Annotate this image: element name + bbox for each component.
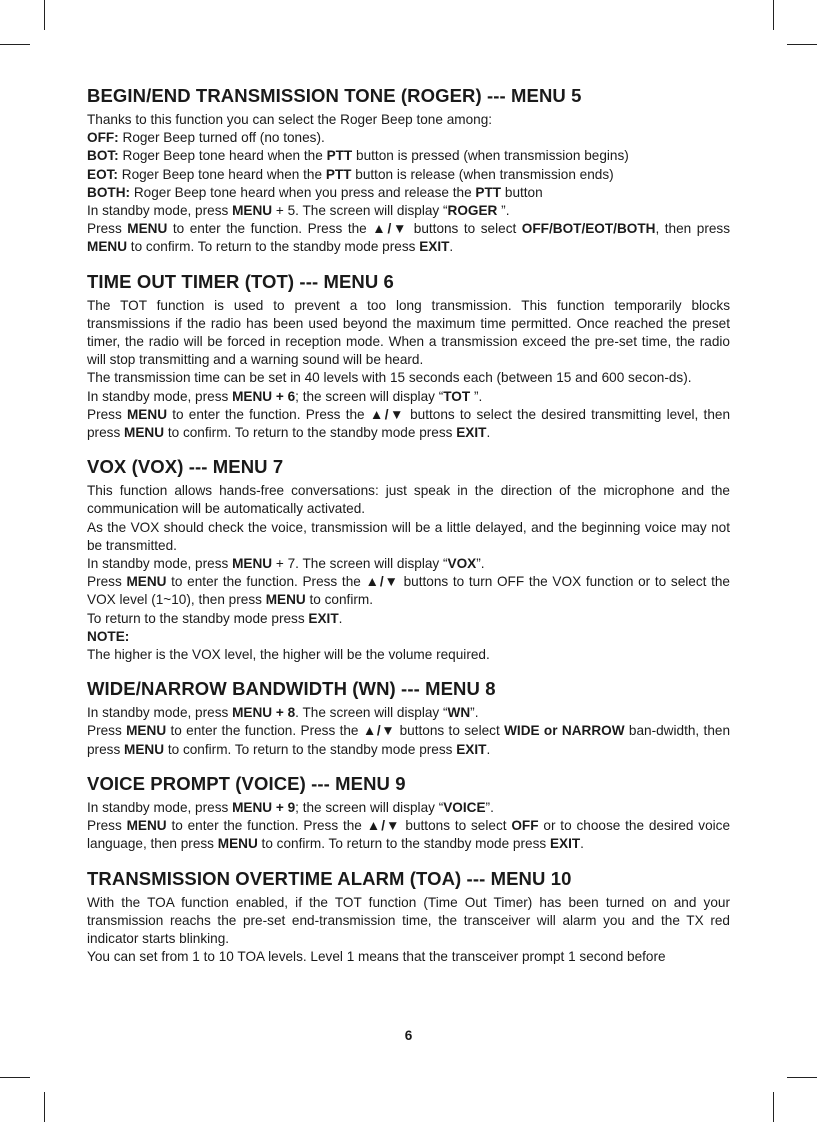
text-run: ”. xyxy=(470,388,483,404)
section-heading: TIME OUT TIMER (TOT) --- MENU 6 xyxy=(87,270,394,292)
text-run: The TOT function is used to prevent a too long transmission. This function temporarily blocks transmissions if the radio has been used beyond the maximum time permitted. Once reached the preset timer, the radio will be forced in reception mode. When a transmission exceed the pre-set time, the radio will stop transmitting and a warning sound will be heard. xyxy=(87,297,730,368)
paragraph xyxy=(87,519,730,555)
paragraph xyxy=(87,817,730,853)
text-run: In standby mode, press xyxy=(87,799,233,815)
paragraph xyxy=(87,482,730,518)
text-run: Press xyxy=(87,723,127,739)
crop-mark xyxy=(787,1077,817,1078)
paragraph xyxy=(87,129,730,147)
text-run: + 5. The screen will display “ xyxy=(272,203,448,219)
text-run: to enter the function. Press the xyxy=(167,221,373,237)
text-run: Roger Beep tone heard when you press and release the xyxy=(130,184,476,200)
paragraph xyxy=(87,202,730,220)
bold-text: ▲/▼ xyxy=(369,406,405,422)
text-run: to enter the function. Press the xyxy=(166,818,367,834)
paragraph xyxy=(87,406,730,442)
text-run: With the TOA function enabled, if the TOT function (Time Out Timer) has been turned on and your transmission reachs the pre-set end-transmission time, the transceiver will alarm you and the TX red indicator starts blinking. xyxy=(87,894,730,946)
bold-text: OFF/BOT/EOT/BOTH xyxy=(521,221,656,237)
section-heading: VOICE PROMPT (VOICE) --- MENU 9 xyxy=(87,772,406,794)
text-run: Press xyxy=(87,574,127,590)
paragraph xyxy=(87,184,730,202)
text-run: ; the screen will display “ xyxy=(295,388,444,404)
bold-text: ROGER xyxy=(447,203,498,219)
text-run: to confirm. To return to the standby mode press xyxy=(127,239,420,255)
bold-text: NOTE: xyxy=(87,628,130,644)
text-run: ; the screen will display “ xyxy=(295,799,444,815)
text-run: ban-dwidth, then press xyxy=(87,723,730,757)
text-run: This function allows hands-free conversations: just speak in the direction of the microphone and the communication will be automatically activated. xyxy=(87,483,730,517)
crop-mark xyxy=(0,44,30,45)
bold-text: BOTH: xyxy=(87,184,131,200)
bold-text: TOT xyxy=(443,388,471,404)
text-run: Press xyxy=(87,221,128,237)
bold-text: MENU xyxy=(265,592,306,608)
paragraph xyxy=(87,894,730,949)
crop-mark xyxy=(773,0,774,30)
crop-mark xyxy=(0,1077,30,1078)
text-run: to confirm. To return to the standby mode press xyxy=(164,425,457,441)
bold-text: MENU xyxy=(124,425,165,441)
bold-text: WN xyxy=(447,705,471,721)
text-run: , then press xyxy=(655,221,731,237)
text-run: button is pressed (when transmission begins) xyxy=(352,148,629,164)
bold-text: MENU xyxy=(232,556,273,572)
text-run: to confirm. To return to the standby mode press xyxy=(164,741,457,757)
bold-text: ▲/▼ xyxy=(365,574,399,590)
text-run: Roger Beep tone heard when the xyxy=(117,166,326,182)
section-heading: VOX (VOX) --- MENU 7 xyxy=(87,456,284,478)
bold-text: MENU + 6 xyxy=(232,388,296,404)
bold-text: BOT: xyxy=(87,148,119,164)
page-number: 6 xyxy=(404,1028,413,1043)
paragraph xyxy=(87,646,730,664)
text-run: buttons to turn OFF the VOX function or to select the VOX level (1~10), then press xyxy=(87,574,730,608)
text-run: Roger Beep turned off (no tones). xyxy=(118,130,325,146)
crop-mark xyxy=(44,0,45,30)
text-run: button xyxy=(501,184,543,200)
bold-text: EXIT xyxy=(419,239,450,255)
bold-text: MENU xyxy=(217,836,258,852)
section-heading: BEGIN/END TRANSMISSION TONE (ROGER) --- MENU 5 xyxy=(87,85,582,106)
paragraph xyxy=(87,799,730,817)
text-run: . xyxy=(486,741,491,757)
text-run: Thanks to this function you can select the Roger Beep tone among: xyxy=(87,112,493,127)
text-run: to confirm. xyxy=(305,592,373,608)
text-run: . xyxy=(338,610,343,626)
bold-text: EXIT xyxy=(549,836,581,852)
text-run: ”. xyxy=(470,705,479,721)
paragraph xyxy=(87,388,730,406)
text-run: button is release (when transmission ends) xyxy=(351,166,614,182)
bold-text: PTT xyxy=(475,184,502,200)
text-run: Press xyxy=(87,818,127,834)
text-run: to enter the function. Press the xyxy=(166,723,363,739)
bold-text: OFF: xyxy=(87,130,119,146)
text-run: buttons to select the desired transmitting level, then press xyxy=(87,406,731,441)
text-run: ”. xyxy=(485,799,494,815)
bold-text: MENU + 8 xyxy=(232,705,296,721)
text-run: Roger Beep tone heard when the xyxy=(118,148,327,164)
paragraph xyxy=(87,147,730,165)
bold-text: VOICE xyxy=(443,799,486,815)
bold-text: MENU + 9 xyxy=(232,799,296,815)
paragraph xyxy=(87,220,730,256)
text-run: In standby mode, press xyxy=(87,556,233,572)
manual-section xyxy=(87,772,730,854)
paragraph xyxy=(87,166,730,184)
bold-text: OFF xyxy=(511,818,539,834)
bold-text: ▲/▼ xyxy=(372,221,409,237)
manual-section xyxy=(87,455,730,664)
bold-text: PTT xyxy=(326,148,353,164)
bold-text: EOT: xyxy=(87,166,118,182)
text-run: . xyxy=(449,239,454,255)
section-heading: TRANSMISSION OVERTIME ALARM (TOA) --- MENU 10 xyxy=(87,867,572,889)
paragraph xyxy=(87,948,730,966)
text-run: . xyxy=(580,836,584,852)
text-run: ”. xyxy=(476,556,485,572)
crop-mark xyxy=(773,1092,774,1122)
text-run: to enter the function. Press the xyxy=(167,406,370,422)
paragraph xyxy=(87,704,730,722)
text-run: The higher is the VOX level, the higher will be the volume required. xyxy=(87,647,490,663)
manual-section xyxy=(87,84,730,257)
manual-section xyxy=(87,677,730,759)
manual-section xyxy=(87,270,730,443)
text-run: to enter the function. Press the xyxy=(166,574,366,590)
manual-section xyxy=(87,867,730,967)
bold-text: EXIT xyxy=(308,610,339,626)
bold-text: EXIT xyxy=(456,425,487,441)
bold-text: MENU xyxy=(87,239,128,255)
text-run: . xyxy=(486,425,491,441)
text-run: + 7. The screen will display “ xyxy=(272,556,448,572)
bold-text: ▲/▼ xyxy=(366,818,401,834)
bold-text: MENU xyxy=(126,406,168,422)
text-run: Press xyxy=(87,406,127,422)
paragraph xyxy=(87,573,730,609)
text-run: To return to the standby mode press xyxy=(87,610,309,626)
bold-text: MENU xyxy=(232,203,273,219)
crop-mark xyxy=(787,44,817,45)
text-run: In standby mode, press xyxy=(87,388,233,404)
section-heading: WIDE/NARROW BANDWIDTH (WN) --- MENU 8 xyxy=(87,678,496,700)
bold-text: WIDE or NARROW xyxy=(504,723,625,739)
crop-mark xyxy=(44,1092,45,1122)
text-run: to confirm. To return to the standby mode press xyxy=(257,836,550,852)
paragraph xyxy=(87,111,730,129)
text-run: . The screen will display “ xyxy=(295,705,448,721)
bold-text: EXIT xyxy=(456,741,487,757)
text-run: The transmission time can be set in 40 levels with 15 seconds each (between 15 and 600 secon-ds). xyxy=(87,370,692,386)
text-run: In standby mode, press xyxy=(87,705,233,721)
bold-text: ▲/▼ xyxy=(362,723,396,739)
bold-text: MENU xyxy=(126,723,167,739)
bold-text: MENU xyxy=(126,574,167,590)
bold-text: PTT xyxy=(325,166,352,182)
text-run: ”. xyxy=(497,203,510,219)
paragraph xyxy=(87,297,730,370)
text-run: You can set from 1 to 10 TOA levels. Level 1 means that the transceiver prompt 1 second before xyxy=(87,949,666,965)
paragraph xyxy=(87,369,730,387)
bold-text: MENU xyxy=(126,818,167,834)
text-run: buttons to select xyxy=(395,723,505,739)
paragraph xyxy=(87,610,730,628)
text-run: buttons to select xyxy=(408,221,522,237)
bold-text: VOX xyxy=(447,556,477,572)
paragraph xyxy=(87,555,730,573)
paragraph xyxy=(87,722,730,758)
bold-text: MENU xyxy=(127,221,168,237)
text-run: buttons to select xyxy=(400,818,512,834)
bold-text: MENU xyxy=(124,741,165,757)
text-run: As the VOX should check the voice, transmission will be a little delayed, and the beginning voice may not be transmitted. xyxy=(87,519,730,553)
page-content xyxy=(87,84,730,979)
text-run: or to choose the desired voice language, then press xyxy=(87,818,731,852)
paragraph xyxy=(87,628,730,646)
text-run: In standby mode, press xyxy=(87,203,233,219)
